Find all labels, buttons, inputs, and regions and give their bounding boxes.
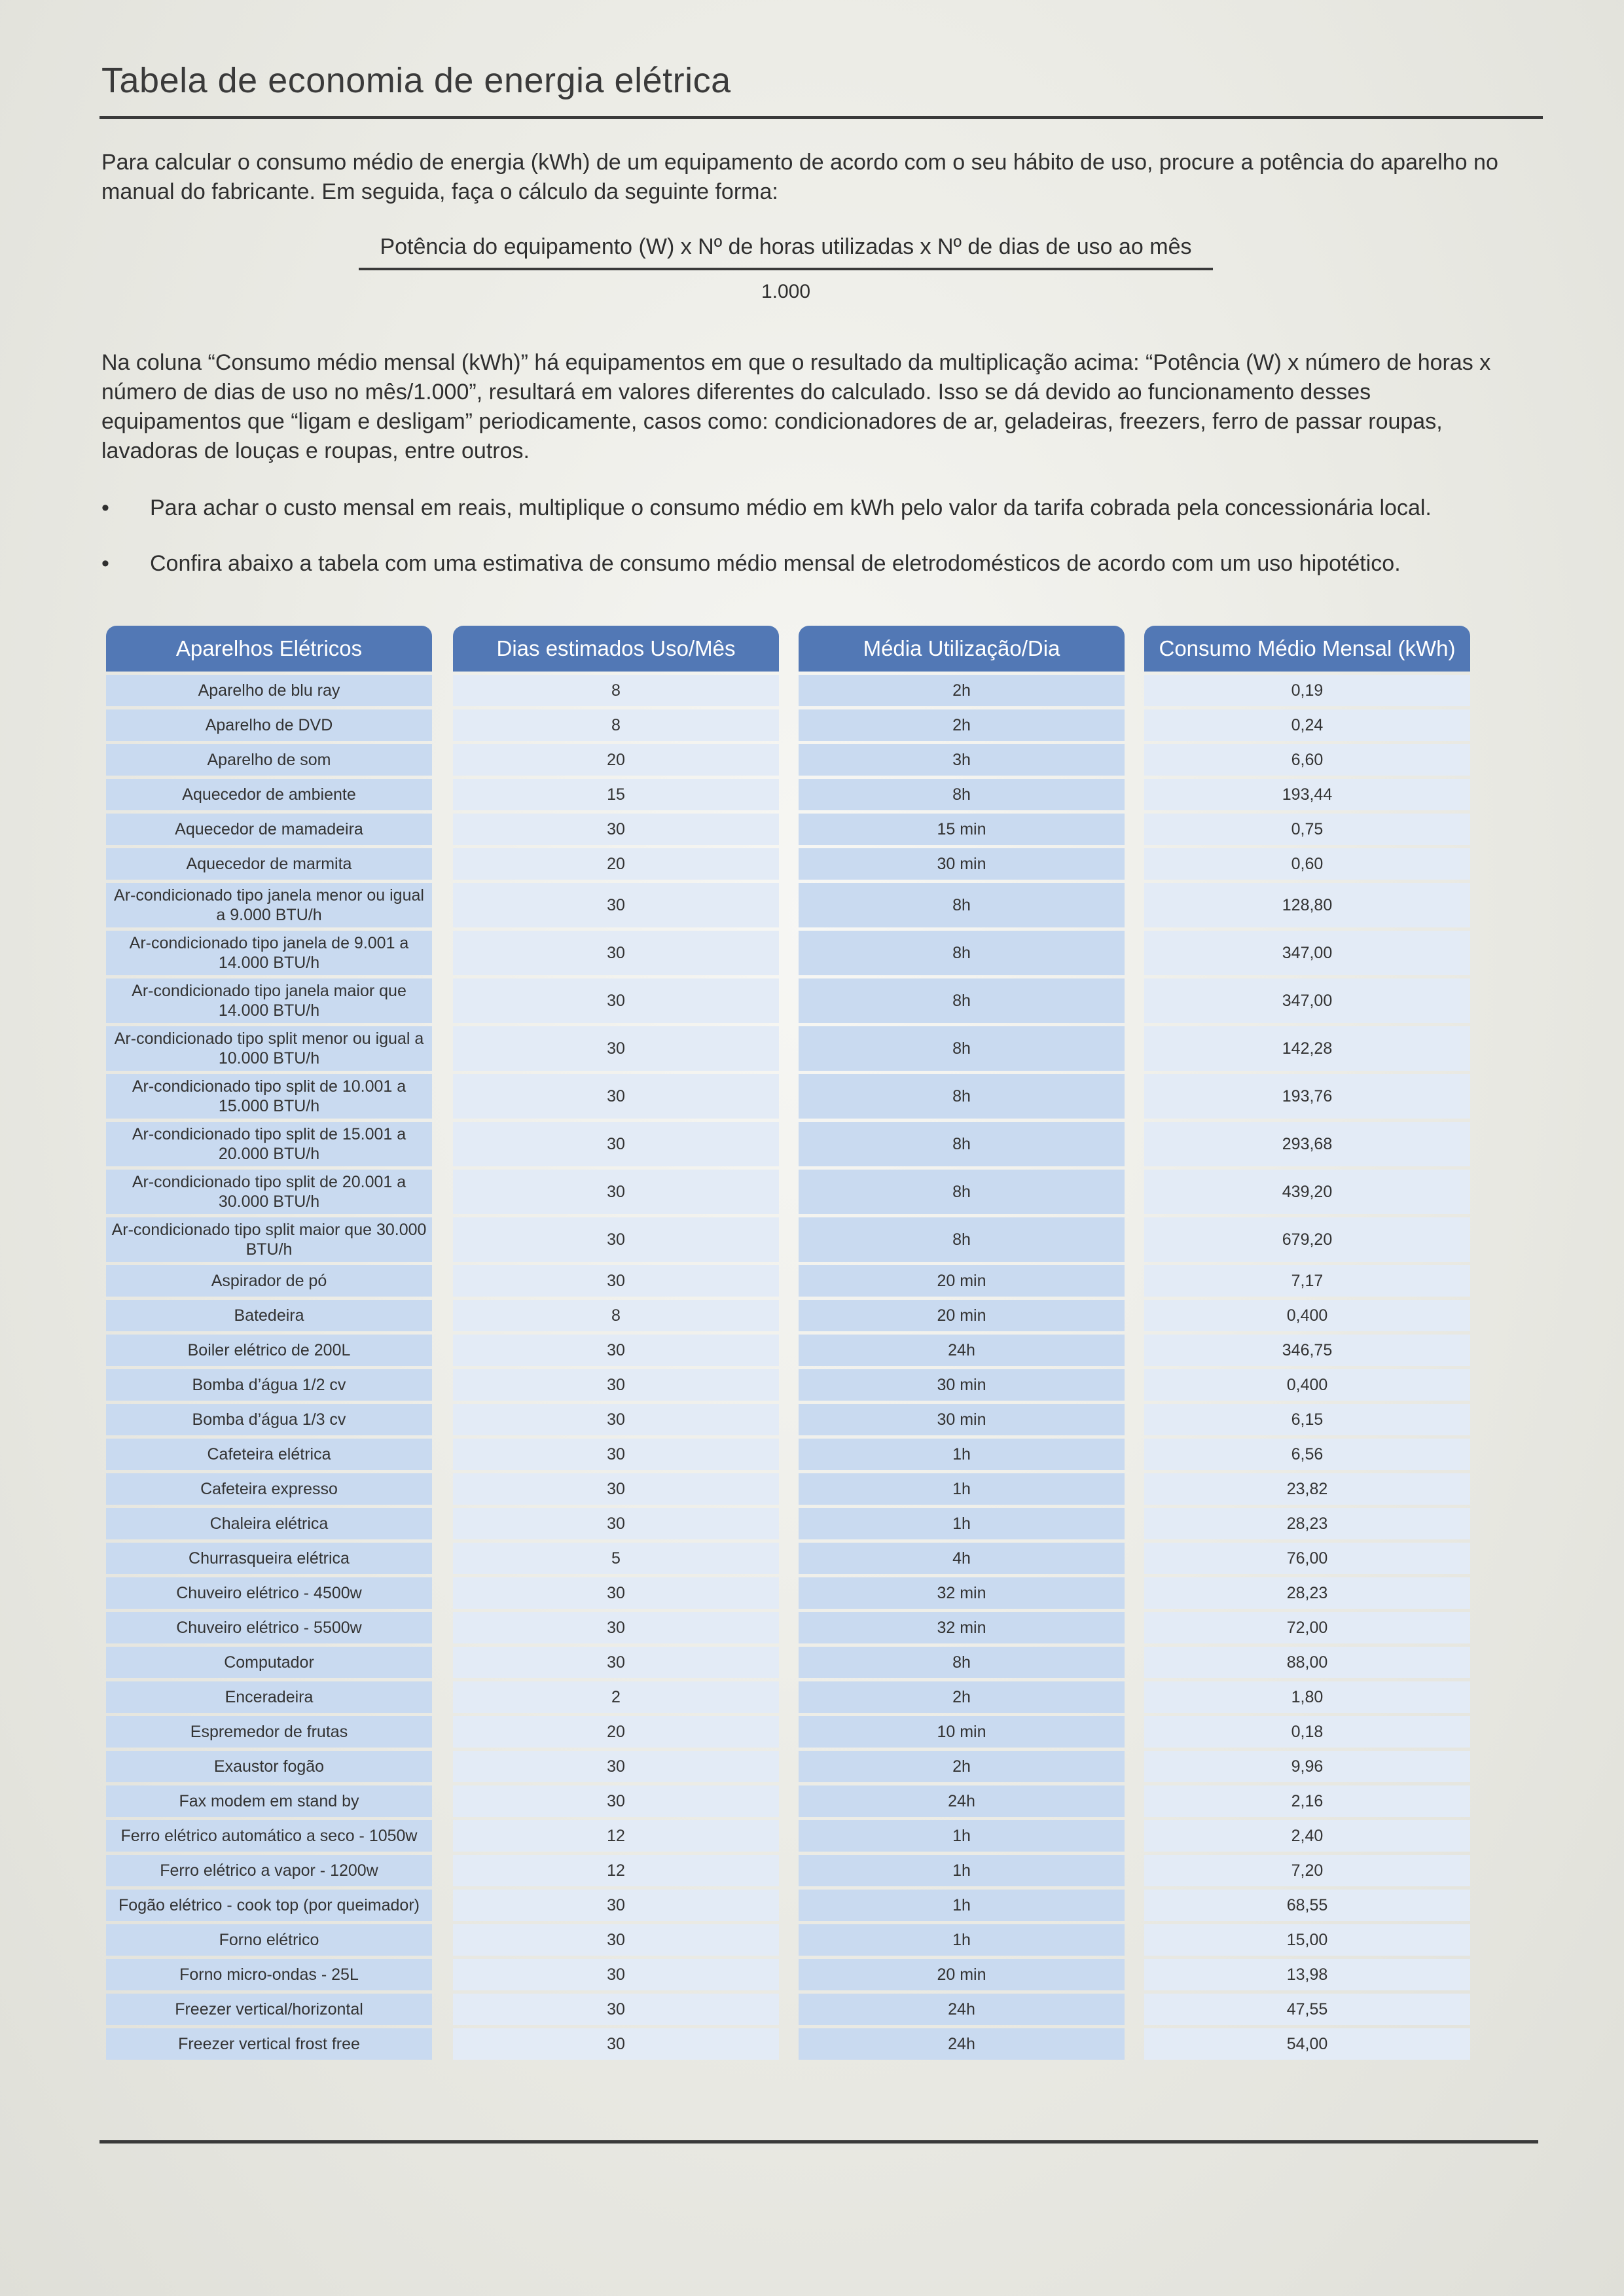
cell-media: 8h bbox=[799, 1074, 1125, 1119]
cell-dias: 30 bbox=[453, 1994, 779, 2025]
cell-aparelho: Churrasqueira elétrica bbox=[106, 1543, 432, 1574]
cell-aparelho: Bomba d’água 1/2 cv bbox=[106, 1369, 432, 1401]
cell-dias: 30 bbox=[453, 1890, 779, 1921]
cell-dias: 30 bbox=[453, 1217, 779, 1262]
cell-dias: 12 bbox=[453, 1855, 779, 1886]
cell-aparelho: Ar-condicionado tipo janela maior que 14.000 BTU/h bbox=[106, 978, 432, 1023]
cell-aparelho: Ar-condicionado tipo janela de 9.001 a 14.000 BTU/h bbox=[106, 931, 432, 975]
cell-aparelho: Chaleira elétrica bbox=[106, 1508, 432, 1539]
cell-media: 1h bbox=[799, 1508, 1125, 1539]
cell-media: 3h bbox=[799, 744, 1125, 776]
cell-dias: 30 bbox=[453, 883, 779, 927]
cell-consumo: 0,19 bbox=[1144, 675, 1470, 706]
cell-consumo: 88,00 bbox=[1144, 1647, 1470, 1678]
cell-dias: 30 bbox=[453, 2028, 779, 2060]
cell-media: 8h bbox=[799, 779, 1125, 810]
cell-consumo: 0,400 bbox=[1144, 1300, 1470, 1331]
table-row bbox=[0, 1217, 1624, 1265]
header-media: Média Utilização/Dia bbox=[799, 626, 1125, 672]
cell-dias: 30 bbox=[453, 1924, 779, 1956]
table-row bbox=[0, 2028, 1624, 2063]
cell-media: 24h bbox=[799, 1994, 1125, 2025]
cell-media: 2h bbox=[799, 675, 1125, 706]
cell-media: 2h bbox=[799, 709, 1125, 741]
cell-media: 8h bbox=[799, 1217, 1125, 1262]
table-row bbox=[0, 1543, 1624, 1577]
table-row bbox=[0, 931, 1624, 978]
cell-aparelho: Forno micro-ondas - 25L bbox=[106, 1959, 432, 1990]
cell-dias: 8 bbox=[453, 1300, 779, 1331]
formula bbox=[359, 234, 1213, 303]
table-row bbox=[0, 1716, 1624, 1751]
cell-dias: 30 bbox=[453, 1074, 779, 1119]
cell-media: 2h bbox=[799, 1681, 1125, 1713]
bullet-item bbox=[101, 548, 1542, 579]
table-row bbox=[0, 1508, 1624, 1543]
cell-dias: 30 bbox=[453, 1439, 779, 1470]
cell-media: 8h bbox=[799, 883, 1125, 927]
cell-dias: 20 bbox=[453, 744, 779, 776]
cell-consumo: 347,00 bbox=[1144, 931, 1470, 975]
cell-media: 1h bbox=[799, 1473, 1125, 1505]
formula-denominator: 1.000 bbox=[761, 281, 811, 302]
cell-aparelho: Aquecedor de mamadeira bbox=[106, 814, 432, 845]
cell-media: 8h bbox=[799, 1026, 1125, 1071]
bullet-text: Confira abaixo a tabela com uma estimativa de consumo médio mensal de eletrodomésticos de acordo com um uso hipotético. bbox=[150, 551, 1401, 576]
bullet-item bbox=[101, 492, 1542, 524]
cell-consumo: 13,98 bbox=[1144, 1959, 1470, 1990]
cell-media: 1h bbox=[799, 1439, 1125, 1470]
bullet-text: Para achar o custo mensal em reais, multiplique o consumo médio em kWh pelo valor da tarifa cobrada pela concessionária local. bbox=[150, 495, 1432, 520]
cell-consumo: 439,20 bbox=[1144, 1170, 1470, 1214]
table-row bbox=[0, 779, 1624, 814]
cell-media: 8h bbox=[799, 1170, 1125, 1214]
cell-dias: 15 bbox=[453, 779, 779, 810]
table-row bbox=[0, 978, 1624, 1026]
cell-aparelho: Chuveiro elétrico - 4500w bbox=[106, 1577, 432, 1609]
cell-aparelho: Cafeteira expresso bbox=[106, 1473, 432, 1505]
table-row bbox=[0, 1122, 1624, 1170]
note-paragraph: Na coluna “Consumo médio mensal (kWh)” há equipamentos em que o resultado da multiplicação acima: “Potência (W) x número de horas x número de dias de uso no mês/1.000”, resultará em valores diferentes do calculado. Isso se dá devido ao funcionamento desses equipamentos que “ligam e desligam” periodicamente, casos como: condicionadores de ar, geladeiras, freezers, ferro de passar roupas, lavadoras de louças e roupas, entre outros. bbox=[101, 350, 1491, 463]
header-dias: Dias estimados Uso/Mês bbox=[453, 626, 779, 672]
cell-dias: 20 bbox=[453, 1716, 779, 1748]
cell-media: 24h bbox=[799, 2028, 1125, 2060]
cell-consumo: 15,00 bbox=[1144, 1924, 1470, 1956]
cell-aparelho: Computador bbox=[106, 1647, 432, 1678]
cell-media: 8h bbox=[799, 1647, 1125, 1678]
cell-consumo: 679,20 bbox=[1144, 1217, 1470, 1262]
cell-aparelho: Forno elétrico bbox=[106, 1924, 432, 1956]
cell-media: 20 min bbox=[799, 1959, 1125, 1990]
cell-consumo: 47,55 bbox=[1144, 1994, 1470, 2025]
bullet-icon: • bbox=[101, 551, 109, 576]
cell-media: 8h bbox=[799, 978, 1125, 1023]
cell-aparelho: Aquecedor de ambiente bbox=[106, 779, 432, 810]
table-row bbox=[0, 1959, 1624, 1994]
table-row bbox=[0, 1074, 1624, 1122]
cell-aparelho: Cafeteira elétrica bbox=[106, 1439, 432, 1470]
cell-consumo: 54,00 bbox=[1144, 2028, 1470, 2060]
cell-consumo: 193,44 bbox=[1144, 779, 1470, 810]
table-row bbox=[0, 1785, 1624, 1820]
cell-media: 15 min bbox=[799, 814, 1125, 845]
cell-consumo: 193,76 bbox=[1144, 1074, 1470, 1119]
cell-media: 8h bbox=[799, 1122, 1125, 1166]
cell-dias: 30 bbox=[453, 1369, 779, 1401]
cell-dias: 20 bbox=[453, 848, 779, 880]
cell-dias: 30 bbox=[453, 1122, 779, 1166]
cell-consumo: 7,17 bbox=[1144, 1265, 1470, 1297]
cell-aparelho: Espremedor de frutas bbox=[106, 1716, 432, 1748]
cell-aparelho: Aparelho de blu ray bbox=[106, 675, 432, 706]
cell-dias: 30 bbox=[453, 1647, 779, 1678]
cell-aparelho: Batedeira bbox=[106, 1300, 432, 1331]
cell-dias: 30 bbox=[453, 978, 779, 1023]
cell-dias: 8 bbox=[453, 675, 779, 706]
table-row bbox=[0, 883, 1624, 931]
cell-consumo: 7,20 bbox=[1144, 1855, 1470, 1886]
cell-consumo: 1,80 bbox=[1144, 1681, 1470, 1713]
table-row bbox=[0, 1300, 1624, 1335]
cell-media: 10 min bbox=[799, 1716, 1125, 1748]
title-divider bbox=[99, 116, 1543, 119]
table-row bbox=[0, 1820, 1624, 1855]
cell-consumo: 0,75 bbox=[1144, 814, 1470, 845]
cell-consumo: 6,15 bbox=[1144, 1404, 1470, 1435]
cell-aparelho: Aquecedor de marmita bbox=[106, 848, 432, 880]
table-row bbox=[0, 1994, 1624, 2028]
table-row bbox=[0, 1439, 1624, 1473]
cell-media: 4h bbox=[799, 1543, 1125, 1574]
cell-dias: 30 bbox=[453, 1473, 779, 1505]
cell-media: 20 min bbox=[799, 1300, 1125, 1331]
cell-dias: 30 bbox=[453, 814, 779, 845]
table-row bbox=[0, 1369, 1624, 1404]
cell-dias: 5 bbox=[453, 1543, 779, 1574]
cell-consumo: 0,400 bbox=[1144, 1369, 1470, 1401]
cell-consumo: 68,55 bbox=[1144, 1890, 1470, 1921]
cell-aparelho: Boiler elétrico de 200L bbox=[106, 1335, 432, 1366]
cell-aparelho: Ar-condicionado tipo split de 10.001 a 15.000 BTU/h bbox=[106, 1074, 432, 1119]
cell-dias: 2 bbox=[453, 1681, 779, 1713]
cell-dias: 30 bbox=[453, 1785, 779, 1817]
cell-media: 1h bbox=[799, 1820, 1125, 1852]
cell-media: 1h bbox=[799, 1890, 1125, 1921]
table-row bbox=[0, 1681, 1624, 1716]
cell-dias: 30 bbox=[453, 1577, 779, 1609]
cell-aparelho: Aparelho de som bbox=[106, 744, 432, 776]
cell-consumo: 2,40 bbox=[1144, 1820, 1470, 1852]
footer-divider bbox=[99, 2140, 1538, 2144]
cell-aparelho: Ar-condicionado tipo split menor ou igual a 10.000 BTU/h bbox=[106, 1026, 432, 1071]
cell-media: 24h bbox=[799, 1785, 1125, 1817]
cell-consumo: 142,28 bbox=[1144, 1026, 1470, 1071]
table-row bbox=[0, 848, 1624, 883]
cell-consumo: 2,16 bbox=[1144, 1785, 1470, 1817]
table-row bbox=[0, 675, 1624, 709]
cell-dias: 30 bbox=[453, 1026, 779, 1071]
bullet-list bbox=[101, 492, 1542, 603]
cell-media: 2h bbox=[799, 1751, 1125, 1782]
cell-consumo: 23,82 bbox=[1144, 1473, 1470, 1505]
table-row bbox=[0, 1473, 1624, 1508]
header-aparelhos: Aparelhos Elétricos bbox=[106, 626, 432, 672]
cell-consumo: 28,23 bbox=[1144, 1577, 1470, 1609]
cell-consumo: 72,00 bbox=[1144, 1612, 1470, 1643]
cell-consumo: 0,18 bbox=[1144, 1716, 1470, 1748]
cell-aparelho: Ar-condicionado tipo janela menor ou igual a 9.000 BTU/h bbox=[106, 883, 432, 927]
table-row bbox=[0, 1751, 1624, 1785]
cell-aparelho: Chuveiro elétrico - 5500w bbox=[106, 1612, 432, 1643]
page-title: Tabela de economia de energia elétrica bbox=[101, 61, 731, 100]
cell-consumo: 346,75 bbox=[1144, 1335, 1470, 1366]
cell-consumo: 347,00 bbox=[1144, 978, 1470, 1023]
cell-aparelho: Ferro elétrico automático a seco - 1050w bbox=[106, 1820, 432, 1852]
table-row bbox=[0, 1265, 1624, 1300]
cell-consumo: 128,80 bbox=[1144, 883, 1470, 927]
header-consumo: Consumo Médio Mensal (kWh) bbox=[1144, 626, 1470, 672]
cell-consumo: 76,00 bbox=[1144, 1543, 1470, 1574]
cell-consumo: 293,68 bbox=[1144, 1122, 1470, 1166]
cell-aparelho: Enceradeira bbox=[106, 1681, 432, 1713]
cell-aparelho: Freezer vertical/horizontal bbox=[106, 1994, 432, 2025]
cell-media: 24h bbox=[799, 1335, 1125, 1366]
cell-media: 32 min bbox=[799, 1577, 1125, 1609]
table-body bbox=[0, 675, 1624, 2063]
cell-aparelho: Ar-condicionado tipo split maior que 30.000 BTU/h bbox=[106, 1217, 432, 1262]
cell-aparelho: Ferro elétrico a vapor - 1200w bbox=[106, 1855, 432, 1886]
cell-aparelho: Fogão elétrico - cook top (por queimador) bbox=[106, 1890, 432, 1921]
table-row bbox=[0, 1026, 1624, 1074]
table-row bbox=[0, 1335, 1624, 1369]
cell-media: 1h bbox=[799, 1924, 1125, 1956]
table-row bbox=[0, 1404, 1624, 1439]
cell-media: 30 min bbox=[799, 848, 1125, 880]
cell-media: 20 min bbox=[799, 1265, 1125, 1297]
cell-consumo: 28,23 bbox=[1144, 1508, 1470, 1539]
cell-consumo: 0,24 bbox=[1144, 709, 1470, 741]
cell-consumo: 0,60 bbox=[1144, 848, 1470, 880]
cell-dias: 30 bbox=[453, 1959, 779, 1990]
table-row bbox=[0, 1577, 1624, 1612]
cell-media: 30 min bbox=[799, 1404, 1125, 1435]
cell-dias: 30 bbox=[453, 1612, 779, 1643]
table-row bbox=[0, 1612, 1624, 1647]
formula-numerator: Potência do equipamento (W) x Nº de horas utilizadas x Nº de dias de uso ao mês bbox=[359, 234, 1213, 270]
cell-aparelho: Aparelho de DVD bbox=[106, 709, 432, 741]
cell-consumo: 6,56 bbox=[1144, 1439, 1470, 1470]
cell-consumo: 6,60 bbox=[1144, 744, 1470, 776]
bullet-icon: • bbox=[101, 495, 109, 520]
intro-paragraph: Para calcular o consumo médio de energia (kWh) de um equipamento de acordo com o seu hábito de uso, procure a potência do aparelho no manual do fabricante. Em seguida, faça o cálculo da seguinte forma: bbox=[101, 150, 1498, 204]
table-row bbox=[0, 1890, 1624, 1924]
cell-dias: 30 bbox=[453, 1404, 779, 1435]
cell-aparelho: Aspirador de pó bbox=[106, 1265, 432, 1297]
table-row bbox=[0, 1170, 1624, 1217]
cell-aparelho: Exaustor fogão bbox=[106, 1751, 432, 1782]
cell-aparelho: Ar-condicionado tipo split de 20.001 a 30.000 BTU/h bbox=[106, 1170, 432, 1214]
table-row bbox=[0, 744, 1624, 779]
cell-dias: 30 bbox=[453, 1170, 779, 1214]
cell-dias: 30 bbox=[453, 1265, 779, 1297]
cell-dias: 30 bbox=[453, 1335, 779, 1366]
table-row bbox=[0, 1855, 1624, 1890]
cell-consumo: 9,96 bbox=[1144, 1751, 1470, 1782]
cell-aparelho: Bomba d’água 1/3 cv bbox=[106, 1404, 432, 1435]
cell-media: 32 min bbox=[799, 1612, 1125, 1643]
table-row bbox=[0, 1647, 1624, 1681]
cell-dias: 30 bbox=[453, 1751, 779, 1782]
table-row bbox=[0, 814, 1624, 848]
table-row bbox=[0, 1924, 1624, 1959]
cell-aparelho: Fax modem em stand by bbox=[106, 1785, 432, 1817]
cell-media: 1h bbox=[799, 1855, 1125, 1886]
cell-aparelho: Freezer vertical frost free bbox=[106, 2028, 432, 2060]
cell-dias: 30 bbox=[453, 1508, 779, 1539]
cell-media: 8h bbox=[799, 931, 1125, 975]
cell-aparelho: Ar-condicionado tipo split de 15.001 a 20.000 BTU/h bbox=[106, 1122, 432, 1166]
cell-media: 30 min bbox=[799, 1369, 1125, 1401]
table-row bbox=[0, 709, 1624, 744]
cell-dias: 30 bbox=[453, 931, 779, 975]
cell-dias: 12 bbox=[453, 1820, 779, 1852]
cell-dias: 8 bbox=[453, 709, 779, 741]
